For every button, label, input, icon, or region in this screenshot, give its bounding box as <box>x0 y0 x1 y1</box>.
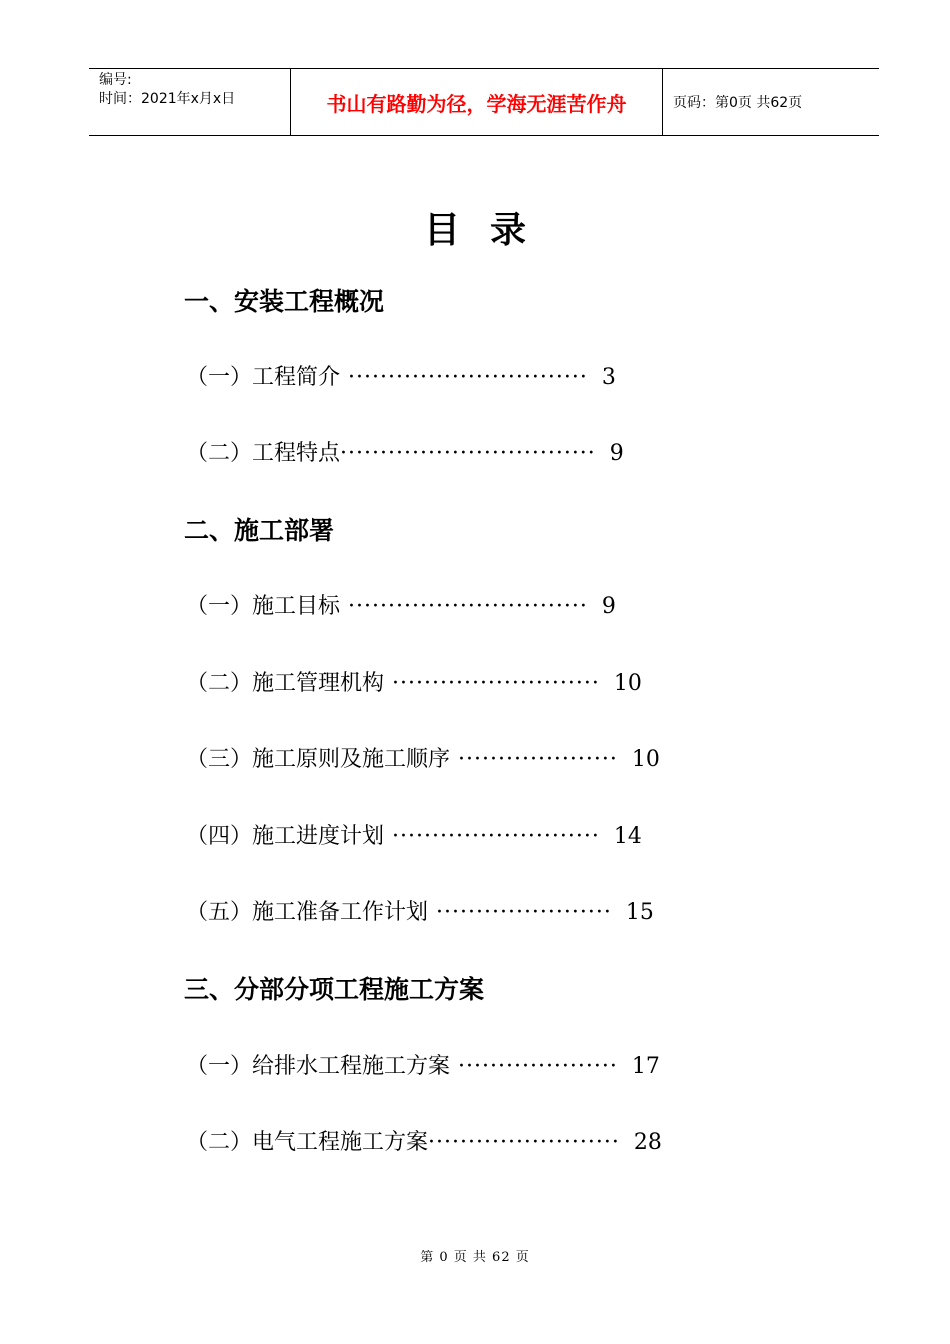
toc-entry-leader: ·························· <box>392 824 600 849</box>
toc-entry-label: （二）工程特点 <box>186 441 341 466</box>
toc-entry-leader: ···················· <box>458 1054 618 1079</box>
toc-section-1: 一、安装工程概况 <box>184 287 385 316</box>
toc-entry-label: （二）施工管理机构 <box>186 671 385 696</box>
toc-entry-page: 9 <box>609 441 624 466</box>
toc-entry-leader: ······························ <box>348 594 588 619</box>
toc-entry[interactable] <box>186 589 616 620</box>
toc-entry-page: 10 <box>613 671 642 696</box>
toc-entry-leader: ······················ <box>436 900 612 925</box>
toc-entry[interactable] <box>186 819 642 850</box>
toc-entry[interactable] <box>186 895 654 926</box>
toc-entry[interactable] <box>186 742 660 773</box>
page-header <box>89 68 879 136</box>
header-motto: 书山有路勤为径，学海无涯苦作舟 <box>290 69 663 135</box>
toc-entry-leader: ·························· <box>392 671 600 696</box>
toc-section-2: 二、施工部署 <box>184 516 335 545</box>
toc-section-3: 三、分部分项工程施工方案 <box>184 975 485 1004</box>
toc-entry-leader: ···················· <box>458 747 618 772</box>
toc-entry-label: （二）电气工程施工方案 <box>186 1130 429 1155</box>
toc-entry-page: 10 <box>631 747 660 772</box>
header-page-info: 页码：第0页 共62页 <box>673 95 803 111</box>
toc-entry-page: 28 <box>633 1130 662 1155</box>
toc-entry[interactable] <box>186 1049 660 1080</box>
toc-entry-leader: ························ <box>428 1130 620 1155</box>
toc-entry-label: （五）施工准备工作计划 <box>186 900 429 925</box>
toc-entry[interactable] <box>186 666 642 697</box>
header-number-label: 编号: <box>99 72 132 88</box>
toc-entry-page: 15 <box>625 900 654 925</box>
toc-entry-label: （一）工程简介 <box>186 365 341 390</box>
toc-entry-page: 3 <box>601 365 616 390</box>
toc-entry-leader: ······························ <box>348 365 588 390</box>
toc-entry[interactable] <box>186 436 624 467</box>
document-title: 目录 <box>423 210 556 251</box>
toc-entry-label: （一）施工目标 <box>186 594 341 619</box>
toc-entry-label: （一）给排水工程施工方案 <box>186 1054 451 1079</box>
toc-entry-page: 14 <box>613 824 642 849</box>
header-meta <box>89 69 290 135</box>
toc-entry-page: 9 <box>601 594 616 619</box>
toc-entry-page: 17 <box>631 1054 660 1079</box>
toc-entry-label: （三）施工原则及施工顺序 <box>186 747 451 772</box>
toc-entry-leader: ································ <box>340 441 596 466</box>
toc-entry[interactable] <box>186 360 616 391</box>
page-footer: 第 0 页 共 62 页 <box>420 1250 530 1265</box>
toc-entry-label: （四）施工进度计划 <box>186 824 385 849</box>
toc-entry[interactable] <box>186 1125 662 1156</box>
header-date-label: 时间：2021年x月x日 <box>99 91 236 107</box>
